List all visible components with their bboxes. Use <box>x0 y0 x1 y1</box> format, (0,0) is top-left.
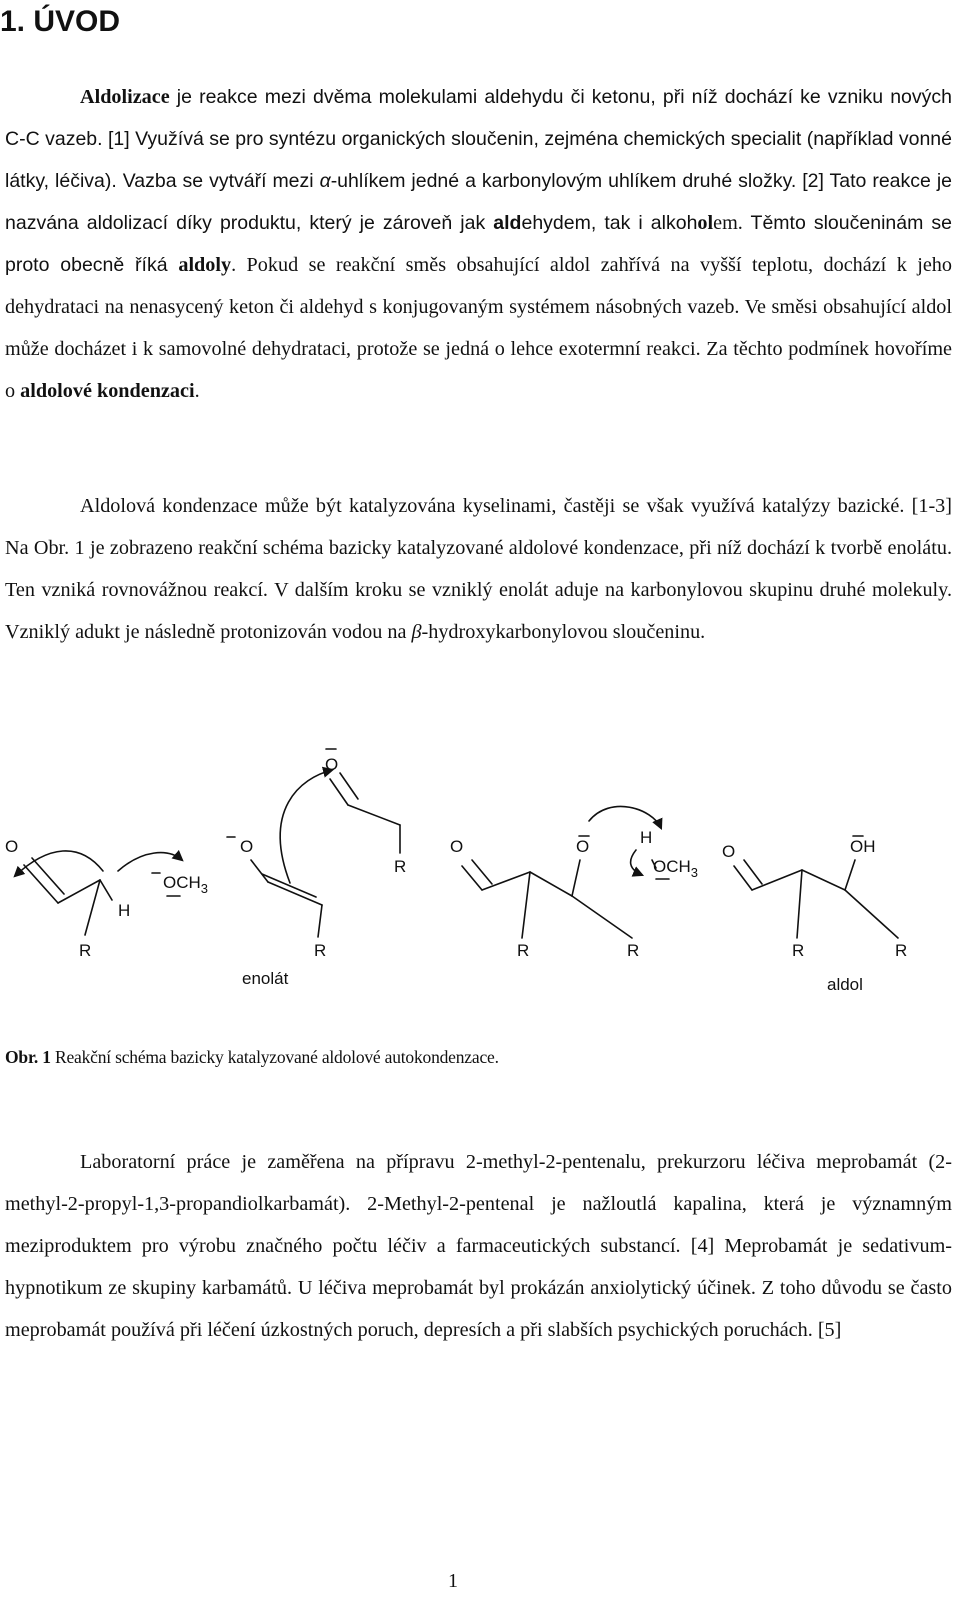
atom-o: O <box>5 837 19 856</box>
page-number: 1 <box>448 1570 458 1592</box>
atom-h: H <box>640 828 653 847</box>
figure-caption <box>5 1044 952 1070</box>
atom-r: R <box>394 857 407 876</box>
atom-r: R <box>79 941 92 960</box>
label-oh: OH <box>850 837 876 856</box>
label-och3: $OCH_3$ <box>163 873 209 896</box>
term-aldoly: aldoly <box>178 254 232 276</box>
atom-r: R <box>517 941 530 960</box>
atom-o: O <box>576 837 590 856</box>
caption-label: Obr. 1 <box>5 1047 51 1067</box>
paragraph-meprobamate: Laboratorní práce je zaměřena na přípravu 2-methyl-2-pentenalu, prekurzoru léčiva meprobamát (2-methyl-2-propyl-1,3-propandiolkarbamát). 2-Methyl-2-pentenal je nažloutlá kapalina, která je významným meziproduktem pro výrobu značného počtu léčiv a farmaceutických substancí. [4] Meprobamát je sedativum-hypnotikum ze skupiny karbamátů. U léčiva meprobamát byl prokázán anxiolytický účinek. Z toho důvodu se často meprobamát používá při léčení úzkostných poruch, depresích a při slabších psychických poruchách. [5] <box>5 1151 952 1341</box>
atom-r: R <box>627 941 640 960</box>
atom-o: O <box>325 755 339 774</box>
atom-r: R <box>895 941 908 960</box>
atom-o: O <box>240 837 254 856</box>
term-aldolova-kondenzace: aldolové kondenzaci <box>20 380 195 402</box>
atom-o: O <box>722 842 736 861</box>
paragraph-base-catalysis: Aldolová kondenzace může být katalyzována kyselinami, častěji se však využívá katalýzy bazické. [1-3] Na Obr. 1 je zobrazeno reakční schéma bazicky katalyzované aldolové kondenzace, při níž dochází k tvorbě enolátu. Ten vzniká rovnovážnou reakcí. V dalším kroku se vzniklý enolát aduje na karbonylovou skupinu druhé molekuly. Vzniklý adukt je následně protonizován vodou na β-hydroxykarbonylovou sloučeninu. <box>5 495 952 643</box>
atom-r: R <box>314 941 327 960</box>
section-heading: 1. ÚVOD <box>0 5 121 38</box>
reaction-scheme <box>0 740 960 1030</box>
label-enolat: enolát <box>242 969 289 988</box>
label-och3: $OCH_3$ <box>653 857 699 880</box>
atom-o: O <box>450 837 464 856</box>
caption-text: Reakční schéma bazicky katalyzované aldolové autokondenzace. <box>50 1047 499 1067</box>
term-aldolizace: Aldolizace <box>80 86 170 108</box>
atom-h: H <box>118 901 131 920</box>
label-aldol: aldol <box>827 975 863 994</box>
atom-r: R <box>792 941 805 960</box>
paragraph-aldolization: Aldolizace je reakce mezi dvěma molekulami aldehydu či ketonu, při níž dochází ke vzniku nových C-C vazeb. [1] Využívá se pro syntézu organických sloučenin, zejména chemických specialit (například vonné látky, léčiva). Vazba se vytváří mezi α-uhlíkem jedné a karbonylovým uhlíkem druhé složky. [2] Tato reakce je nazvána aldolizací díky produktu, který je zároveň jak aldehydem, tak i alkoholem. Těmto sloučeninám se proto obecně říká aldoly. Pokud se reakční směs obsahující aldol zahřívá na vyšší teplotu, dochází k jeho dehydrataci na nenasycený keton či aldehyd s konjugovaným systémem násobných vazeb. Ve směsi obsahující aldol může docházet i k samovolné dehydrataci, protože se jedná o lehce exotermní reakci. Za těchto podmínek hovoříme o aldolové kondenzaci. <box>5 86 952 402</box>
